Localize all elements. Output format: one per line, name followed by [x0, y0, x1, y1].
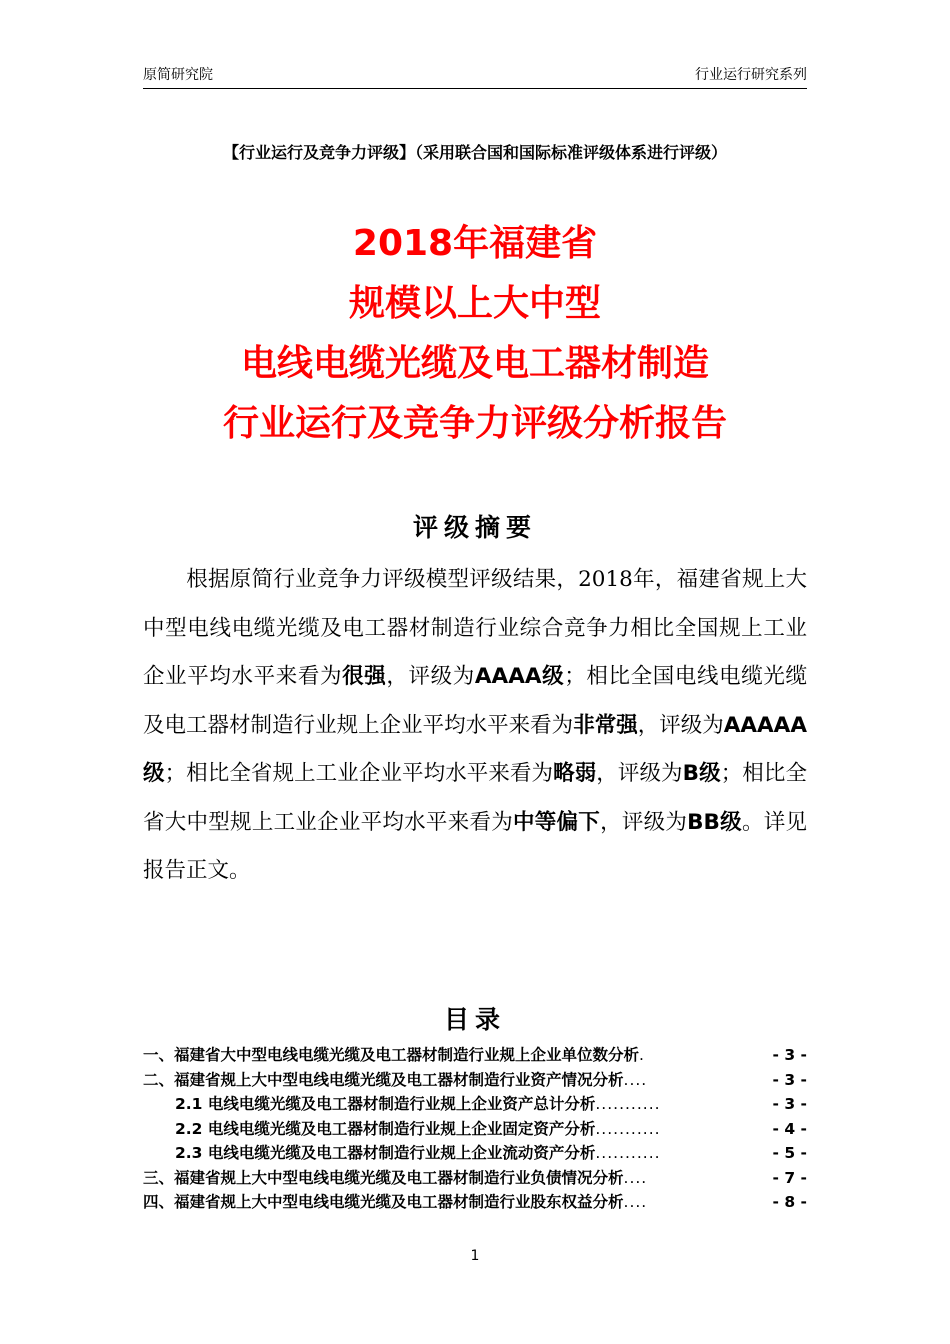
summary-text: 。详见报告正文。 [143, 809, 807, 883]
summary-text: ，评级为 [386, 664, 475, 689]
title-line: 2018年福建省 [352, 223, 598, 264]
summary-emphasis: 非常强 [573, 712, 638, 738]
title-line: 规模以上大中型 [348, 283, 601, 324]
toc-entry-title: 一、福建省大中型电线电缆光缆及电工器材制造行业规上企业单位数分析 [143, 1046, 640, 1064]
toc-entry-page: - 8 - [772, 1193, 807, 1211]
summary-text: ；相比全国电线电缆光缆及电工器材制造行业规上企业平均水平来看为 [143, 664, 807, 738]
toc-entry-page: - 3 - [772, 1095, 807, 1113]
toc-entry-page: - 3 - [772, 1046, 807, 1064]
summary-heading: 评级摘要 [412, 513, 537, 542]
toc-entry-page: - 7 - [772, 1168, 807, 1187]
toc-subentry[interactable] [143, 1117, 807, 1142]
summary-text: ；相比全省规上工业企业平均水平来看为 [164, 761, 554, 786]
summary-emphasis: BB级 [687, 809, 742, 835]
summary-emphasis: AAAAA级 [143, 712, 807, 786]
toc-leader: .... [623, 1070, 648, 1089]
toc-subentry[interactable] [143, 1092, 807, 1117]
summary-emphasis: AAAA级 [474, 664, 565, 689]
table-of-contents [143, 1043, 807, 1215]
toc-leader: .... [623, 1193, 648, 1211]
summary-paragraph [143, 556, 807, 896]
toc-entry-title: 二、福建省规上大中型电线电缆光缆及电工器材制造行业资产情况分析 [143, 1070, 624, 1089]
page-number: 1 [470, 1248, 480, 1264]
summary-emphasis: 很强 [342, 664, 387, 689]
summary-text: ，评级为 [596, 761, 683, 786]
toc-entry-title: 2.1 电线电缆光缆及电工器材制造行业规上企业资产总计分析 [175, 1095, 596, 1113]
toc-entry[interactable] [143, 1043, 807, 1068]
summary-emphasis: 略弱 [553, 761, 597, 786]
toc-entry-page: - 5 - [772, 1144, 807, 1162]
summary-emphasis: 中等偏下 [513, 809, 601, 835]
summary-text: ，评级为 [600, 809, 688, 835]
toc-leader: . [639, 1046, 645, 1064]
toc-leader: ........... [595, 1119, 661, 1138]
page-header [143, 64, 807, 86]
toc-entry-title: 2.2 电线电缆光缆及电工器材制造行业规上企业固定资产分析 [175, 1119, 596, 1138]
header-divider [143, 88, 807, 89]
toc-entry-page: - 4 - [772, 1119, 807, 1138]
toc-entry-title: 2.3 电线电缆光缆及电工器材制造行业规上企业流动资产分析 [175, 1144, 596, 1162]
toc-leader: ........... [595, 1144, 661, 1162]
toc-leader: .... [623, 1168, 648, 1187]
title-line: 电线电缆光缆及电工器材制造 [240, 343, 709, 384]
toc-entry-title: 四、福建省规上大中型电线电缆光缆及电工器材制造行业股东权益分析 [143, 1193, 624, 1211]
summary-text: 根据原简行业竞争力评级模型评级结果，2018年，福建省规上大中型电线电缆光缆及电工器材制造行业综合竞争力相比全国规上工业企业平均水平来看为 [143, 567, 807, 689]
toc-entry-title: 三、福建省规上大中型电线电缆光缆及电工器材制造行业负债情况分析 [143, 1168, 624, 1187]
toc-subentry[interactable] [143, 1141, 807, 1166]
toc-heading: 目录 [443, 1005, 506, 1034]
header-series: 行业运行研究系列 [695, 67, 807, 83]
summary-emphasis: B级 [682, 761, 721, 786]
rating-subtitle: 【行业运行及竞争力评级】（采用联合国和国际标准评级体系进行评级） [222, 143, 727, 162]
title-line: 行业运行及竞争力评级分析报告 [222, 403, 727, 444]
summary-text: ；相比全省大中型规上工业企业平均水平来看为 [143, 761, 807, 835]
toc-entry[interactable] [143, 1166, 807, 1191]
toc-leader: ........... [595, 1095, 661, 1113]
header-org: 原简研究院 [143, 67, 213, 83]
toc-entry-page: - 3 - [772, 1070, 807, 1089]
toc-entry[interactable] [143, 1068, 807, 1093]
toc-entry[interactable] [143, 1190, 807, 1215]
report-title [100, 214, 850, 454]
summary-text: ，评级为 [637, 712, 724, 738]
